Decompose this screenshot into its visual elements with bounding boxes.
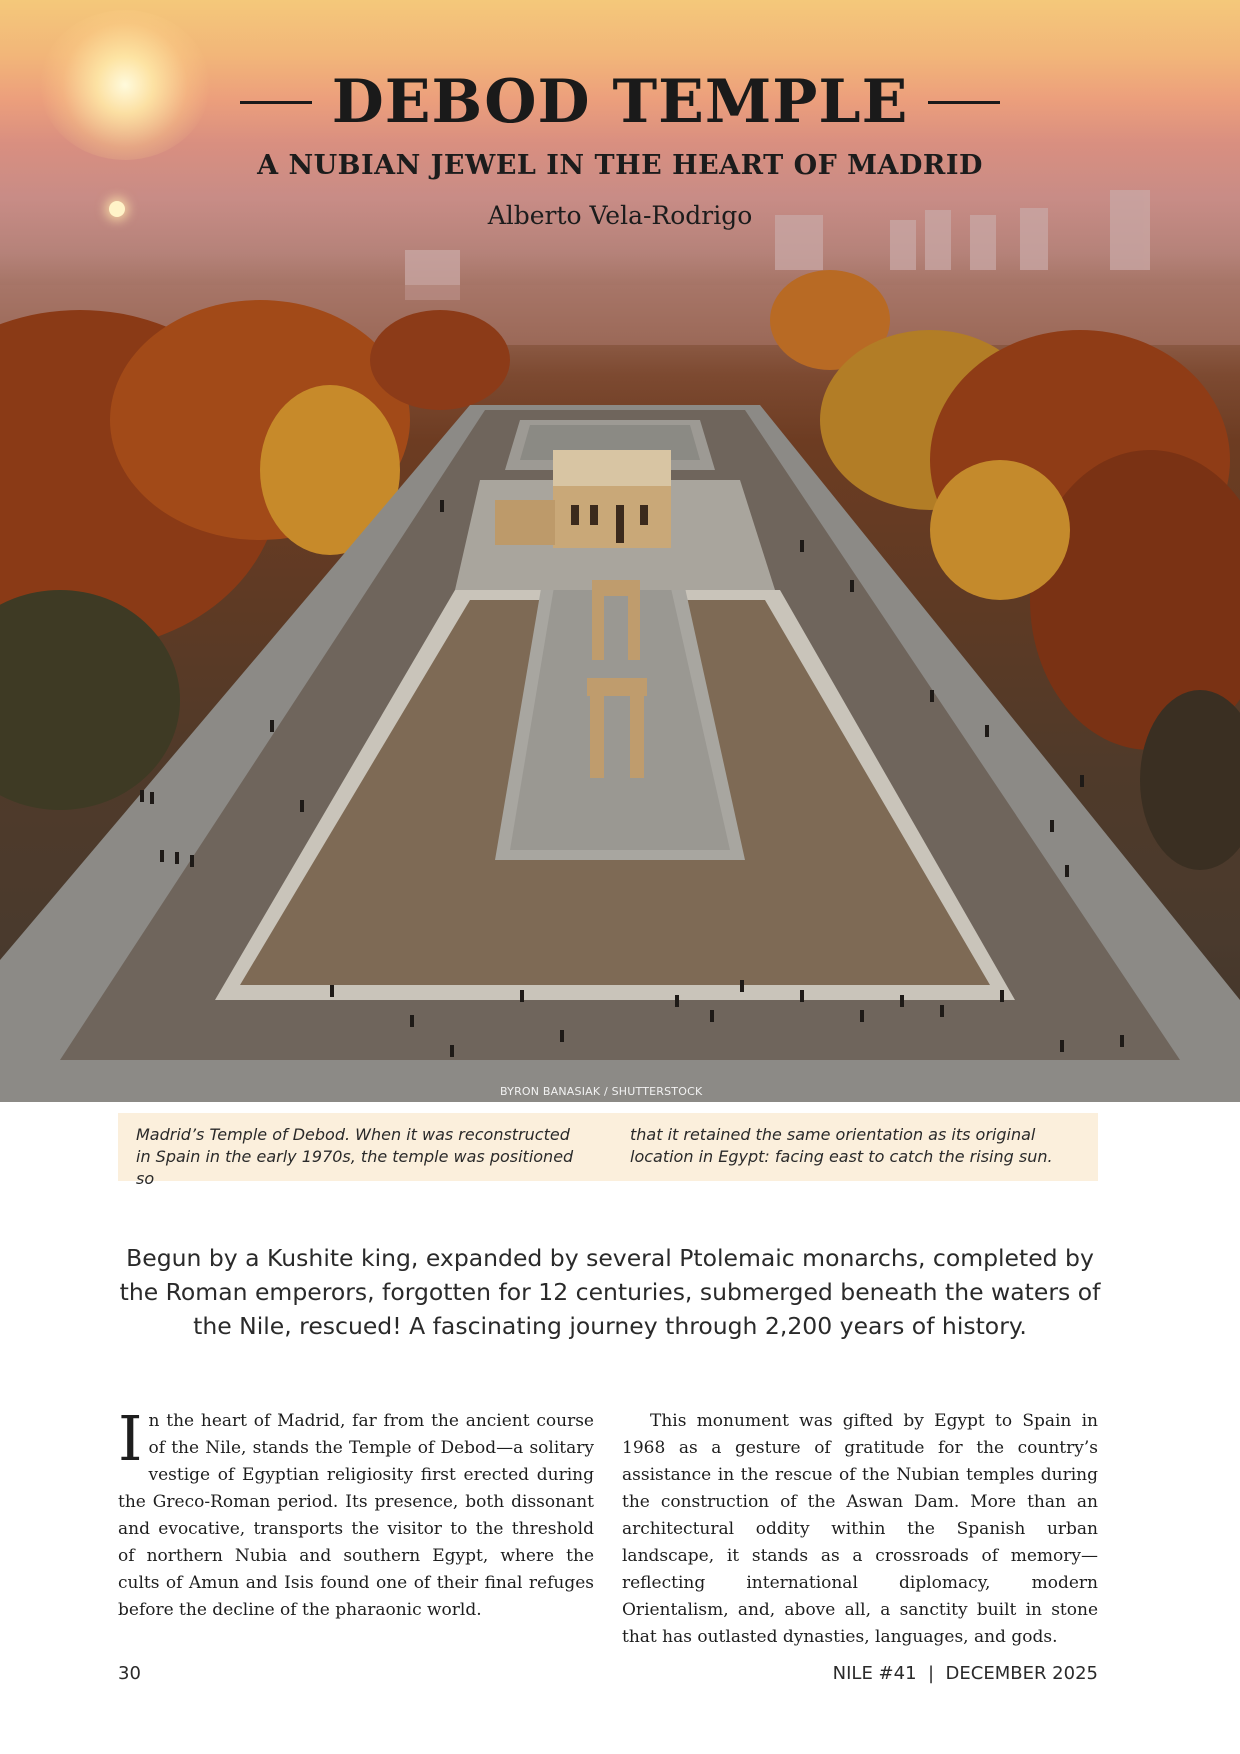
caption-left: Madrid’s Temple of Debod. When it was reconstructed in Spain in the early 1970s, the temple was positioned so <box>136 1125 574 1188</box>
article-subtitle: A NUBIAN JEWEL IN THE HEART OF MADRID <box>257 150 983 181</box>
article-title: DEBOD TEMPLE <box>331 67 909 137</box>
standfirst: Begun by a Kushite king, expanded by several Ptolemaic monarchs, completed by the Roman emperors, forgotten for 12 centuries, submerged beneath the waters of the Nile, rescued! A fascinating journey through 2,200 years of history. <box>119 1244 1101 1340</box>
body-left-text: n the heart of Madrid, far from the ancient course of the Nile, stands the Temple of Debod—a solitary vestige of Egyptian religiosity first erected during the Greco-Roman period. Its presence, both dissonant and evocative, transports the visitor to the threshold of northern Nubia and southern Egypt, where the cults of Amun and Isis found one of their final refuges before the decline of the pharaonic world. <box>118 1411 594 1620</box>
drop-cap: I <box>118 1402 143 1475</box>
author-name: Alberto Vela-Rodrigo <box>487 201 753 230</box>
title-rule-left <box>240 101 312 104</box>
photo-credit: BYRON BANASIAK / SHUTTERSTOCK <box>500 1085 703 1098</box>
footer-separator: | <box>928 1663 935 1684</box>
issue-number: NILE #41 <box>832 1663 917 1684</box>
page-footer <box>118 1663 1098 1684</box>
issue-info <box>833 1663 1098 1684</box>
photo-caption <box>118 1113 1098 1188</box>
page-number: 30 <box>118 1663 141 1684</box>
caption-right: that it retained the same orientation as its original location in Egypt: facing east to catch the rising sun. <box>630 1125 1053 1166</box>
body-column-right: This monument was gifted by Egypt to Spain in 1968 as a gesture of gratitude for the country’s assistance in the rescue of the Nubian temples during the construction of the Aswan Dam. More than an architectural oddity within the Spanish urban landscape, it stands as a crossroads of memory—reflecting international diplomacy, modern Orientalism, and, above all, a sanctity built in stone that has outlasted dynasties, languages, and gods. <box>622 1411 1098 1647</box>
body-column-left <box>118 1402 594 1624</box>
title-row <box>0 60 1240 144</box>
title-block <box>0 60 1240 230</box>
issue-date: DECEMBER 2025 <box>945 1663 1098 1684</box>
title-rule-right <box>928 101 1000 104</box>
